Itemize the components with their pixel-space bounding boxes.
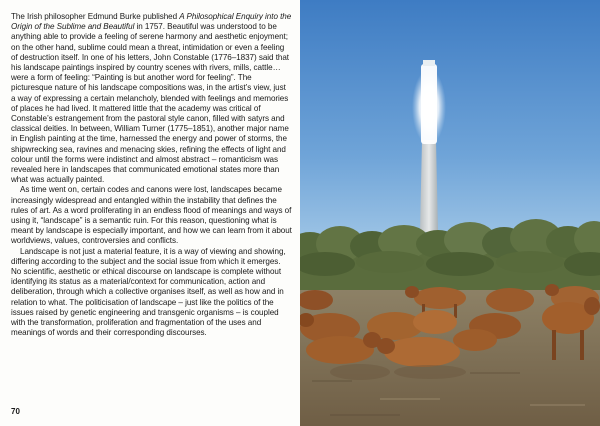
olive-trees xyxy=(300,219,600,296)
paragraph-1 xyxy=(11,12,292,185)
paragraph-2: As time went on, certain codes and canons were lost, landscapes became increasingly widespread and entangled within the instability that defines the rules of art. As a word proliferating in an endless flood of meanings and ways of using it, “landscape” is a semantic ruin. For this reason, questioning what is meant by landscape is especially important, and how we can learn from it about worldviews, values, controversies and conflicts. xyxy=(11,185,292,246)
photo-illustration xyxy=(300,0,600,426)
book-title: A Philosophical Enquiry into the Origin of the Sublime and Beautiful xyxy=(11,12,292,32)
sky xyxy=(300,0,600,260)
solar-tower-cattle-photo xyxy=(300,0,600,426)
body-text xyxy=(11,12,292,339)
paragraph-1-rest: in 1757. Beautiful was understood to be anything able to provide a feeling of serene harmony and aesthetic enjoyment; on the other hand, sublime could mean a threat, intimidation or even a feeling of destruction itself. In one of his letters, John Constable (1776–1837) said that his landscape paintings inspired by country scenes with rivers, mills, cattle… were a form of feeling: “Painting is but another word for feeling”. The picturesque nature of his landscape compositions was, in the artist’s view, just a way of expressing a certain melancholy, blended with feelings and memories of places he had lived. It mattered little that the academy was critical of Constable’s estrangement from the pastoral style canon, filled with satyrs and classical deities. In between, William Turner (1775–1851), another major name in English painting at the time, harnessed the energy and power of storms, the shipwrecking sea, ravines and menacing skies, refining the effects of light and colour until the forms were indistinct and almost abstract – romanticism was revealed here in landscapes that communicated emotional states more than what was actually painted. xyxy=(11,22,290,185)
page-number: 70 xyxy=(11,407,20,416)
paragraph-3: Landscape is not just a material feature, it is a way of viewing and showing, differing according to the subject and the social issue from which it emerges. No scientific, aesthetic or ethical discourse on landscape is complete without identifying its status as a material/context for communication, action and deliberation, through which a collective organises itself, as well as how and in relation to what. The politicisation of landscape – just like the politics of the issues raised by genetic engineering and transgenic organisms – is coupled with the transformation, proliferation and fragmentation of the uses and meanings of words and their corresponding discourses. xyxy=(11,246,286,338)
paragraph-1-intro: The Irish philosopher Edmund Burke published xyxy=(11,12,180,21)
